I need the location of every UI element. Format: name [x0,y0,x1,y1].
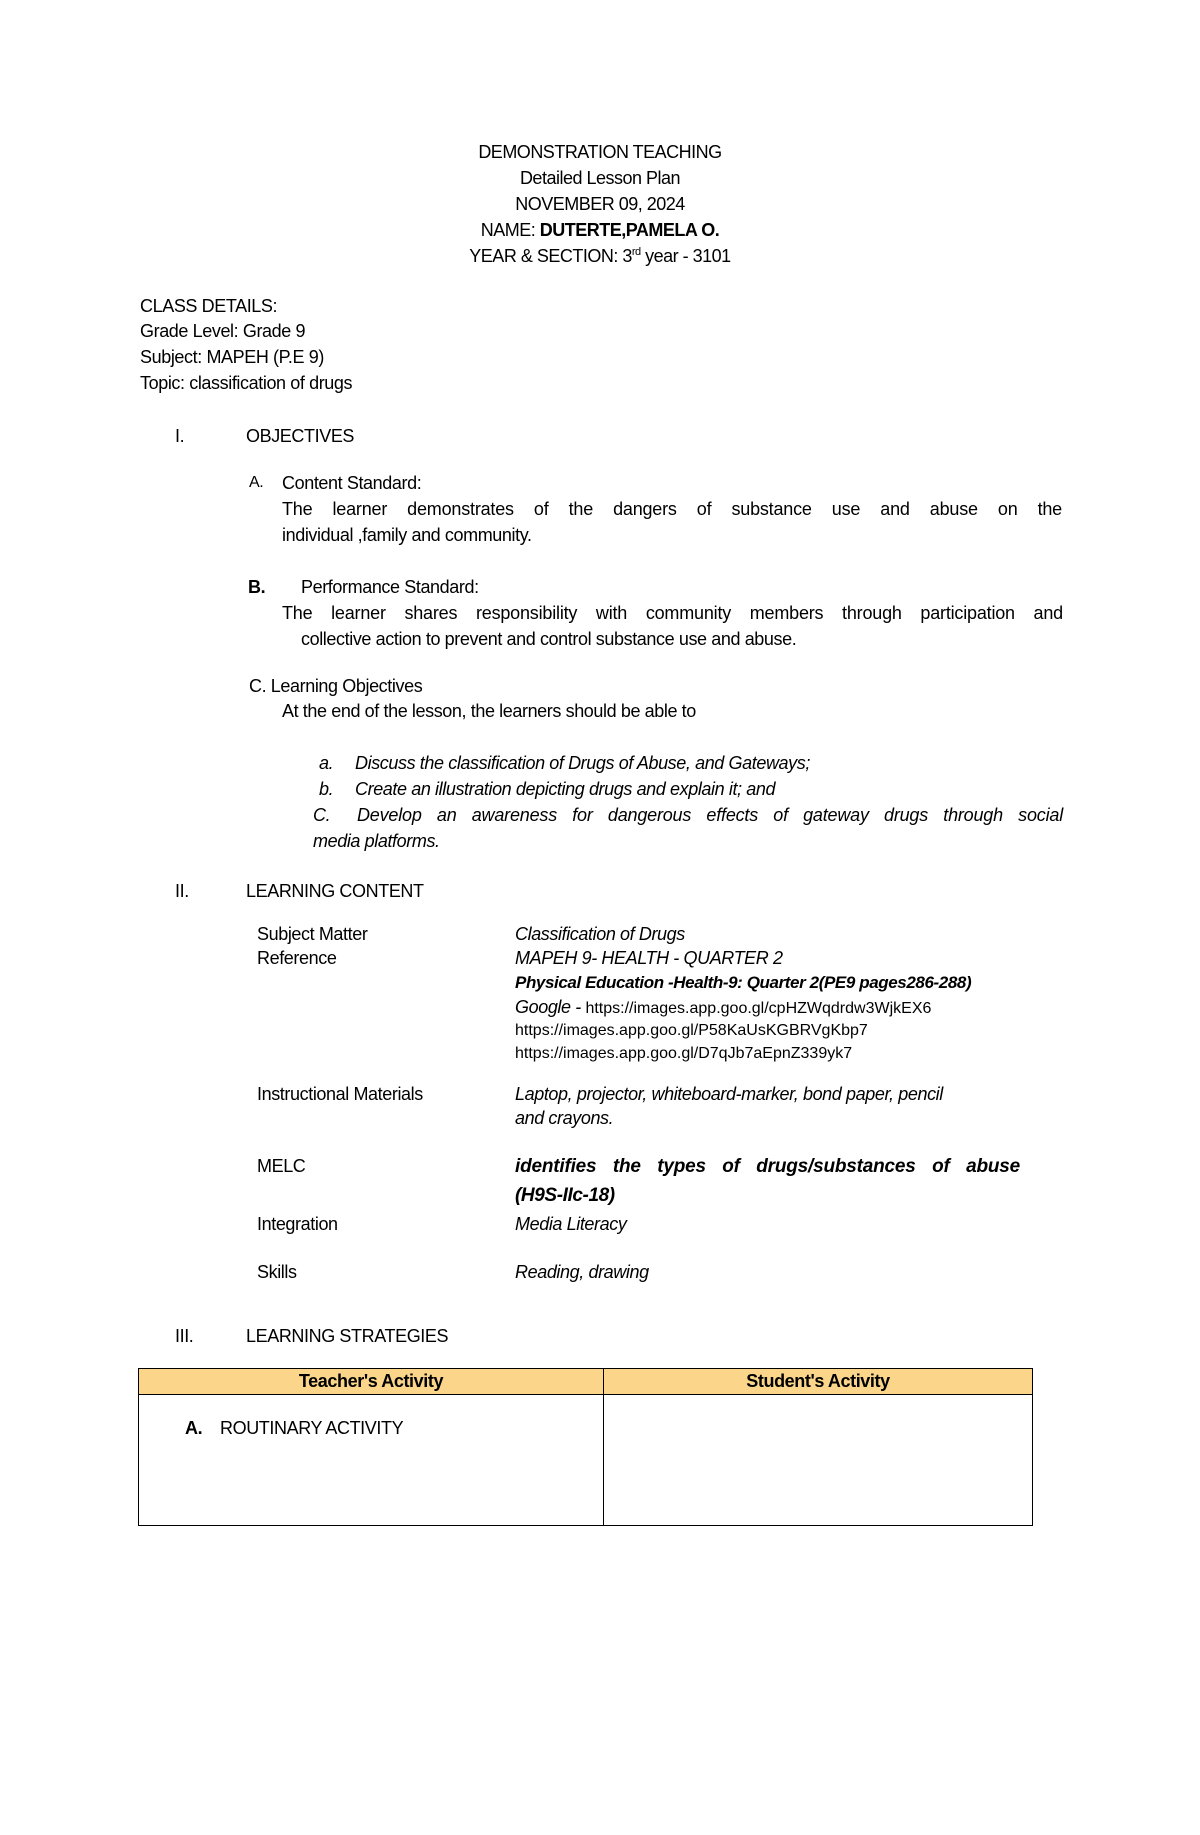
table-row [139,1395,1033,1526]
performance-standard-title: Performance Standard: [301,577,479,597]
subject-matter-value: Classification of Drugs [515,924,685,944]
reference-label: Reference [257,948,337,968]
year-label: YEAR & SECTION: 3 [469,246,632,266]
teacher-activity-cell [139,1395,604,1526]
materials-line2: and crayons. [515,1108,614,1128]
student-activity-cell [604,1395,1033,1526]
melc-line1: identifies the types of drugs/substances of abuse [515,1156,1020,1177]
reference-google-line [515,997,931,1018]
performance-standard-letter: B. [248,577,266,597]
learning-objectives-intro: At the end of the lesson, the learners should be able to [282,701,696,721]
performance-standard-line1: The learner shares responsibility with community members through participation and [282,603,1063,623]
objective-a-letter: a. [319,753,334,773]
materials-label: Instructional Materials [257,1084,423,1104]
reference-line1: MAPEH 9- HEALTH - QUARTER 2 [515,948,783,968]
class-details-title: CLASS DETAILS: [140,296,278,316]
learning-strategies-table [138,1368,1033,1526]
year-rest: year - 3101 [640,246,731,266]
content-standard-line2: individual ,family and community. [282,525,532,545]
skills-value: Reading, drawing [515,1262,649,1282]
learning-strategies-numeral: III. [175,1326,194,1346]
melc-line2: (H9S-IIc-18) [515,1185,615,1206]
objective-c-text-line2: media platforms. [313,831,440,851]
objective-c-text: Develop an awareness for dangerous effects of gateway drugs through social [357,805,1063,825]
reference-url-3[interactable]: https://images.app.goo.gl/D7qJb7aEpnZ339yk7 [515,1045,853,1062]
topic: Topic: classification of drugs [140,373,353,393]
materials-line1: Laptop, projector, whiteboard-marker, bond paper, pencil [515,1084,943,1104]
learning-content-title: LEARNING CONTENT [246,881,424,901]
routinary-letter: A. [185,1418,203,1438]
reference-line2: Physical Education -Health-9: Quarter 2(PE9 pages286-288) [515,973,972,992]
reference-url-2[interactable]: https://images.app.goo.gl/P58KaUsKGBRVgKbp7 [515,1022,868,1039]
objectives-title: OBJECTIVES [246,426,355,446]
integration-value: Media Literacy [515,1214,627,1234]
learning-objectives-title: C. Learning Objectives [249,676,423,696]
table-header-row [139,1369,1033,1395]
doc-title: DEMONSTRATION TEACHING [478,142,722,162]
learning-strategies-title: LEARNING STRATEGIES [246,1326,449,1346]
performance-standard-line2: collective action to prevent and control substance use and abuse. [301,629,797,649]
name-label: NAME: [480,220,540,240]
subject-matter-label: Subject Matter [257,924,368,944]
doc-subtitle: Detailed Lesson Plan [519,168,681,188]
content-standard-letter: A. [249,474,264,491]
doc-year-line [0,246,1200,267]
routinary-activity [140,1418,602,1439]
objective-a-text: Discuss the classification of Drugs of Abuse, and Gateways; [355,753,810,773]
content-standard-line1: The learner demonstrates of the dangers of substance use and abuse on the [282,499,1062,519]
name-value: DUTERTE,PAMELA O. [539,220,720,240]
doc-name-line [0,220,1200,241]
subject: Subject: MAPEH (P.E 9) [140,347,324,367]
doc-date: NOVEMBER 09, 2024 [515,194,685,214]
reference-google-label: Google - [515,997,586,1017]
objectives-numeral: I. [175,426,185,446]
grade-level: Grade Level: Grade 9 [140,321,306,341]
objective-b-letter: b. [319,779,334,799]
learning-content-numeral: II. [175,881,189,901]
content-standard-title: Content Standard: [282,473,422,493]
melc-label: MELC [257,1156,306,1176]
reference-url-1[interactable]: https://images.app.goo.gl/cpHZWqdrdw3WjkEX6 [585,1000,932,1017]
skills-label: Skills [257,1262,297,1282]
year-sup: rd [631,246,641,258]
integration-label: Integration [257,1214,338,1234]
objective-c-letter: C. [313,805,331,825]
routinary-text: ROUTINARY ACTIVITY [220,1418,404,1438]
column-header-teacher: Teacher's Activity [139,1369,604,1395]
column-header-student: Student's Activity [604,1369,1033,1395]
objective-b-text: Create an illustration depicting drugs and explain it; and [355,779,776,799]
